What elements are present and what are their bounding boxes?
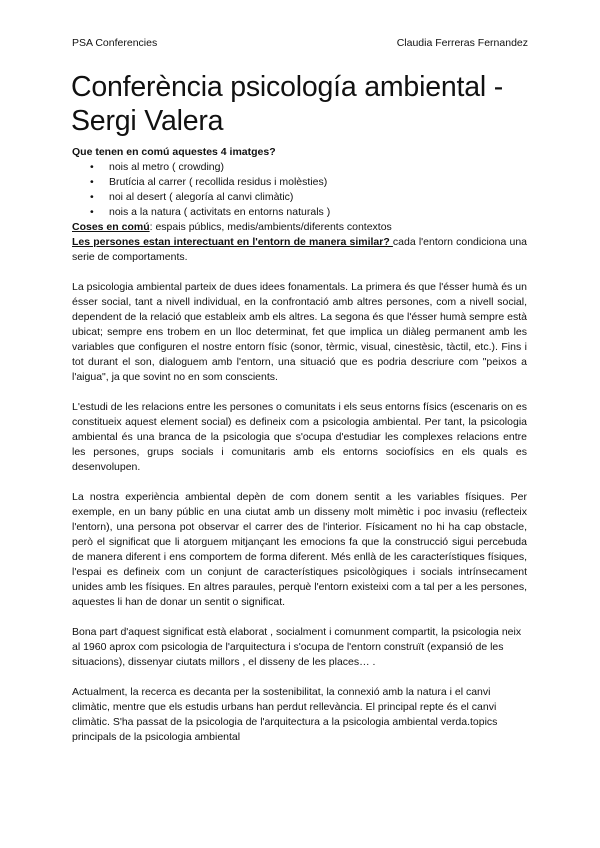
- list-item: • Brutícia al carrer ( recollida residus i molèsties): [90, 175, 527, 190]
- paragraph: L'estudi de les relacions entre les persones o comunitats i els seus entorns físics (escenaris on es constitueix aquest element social) es defineix com a psicologia ambiental. Per tant, la psicologia ambiental és una branca de la psicologia que s'ocupa d'estudiar les complexes relacions entre les persones, grups socials i comunitaris amb els entorns sociofísics en els quals es desenvolupen.: [72, 401, 527, 473]
- document-title: Conferència psicología ambiental - Sergi Valera: [71, 71, 504, 137]
- header-author: Claudia Ferreras Fernandez: [396, 37, 528, 49]
- interaction-label: Les persones estan interectuant en l'entorn de manera similar?: [72, 236, 393, 248]
- list-item: • nois al metro ( crowding): [90, 160, 527, 175]
- paragraph: La nostra experiència ambiental depèn de com donem sentit a les variables físiques. Per exemple, en un bany públic en una ciutat amb un disseny molt mimètic i poc invasiu (reflecteix l'entorn), una persona pot observar el carrer des de l'interior. Físicament no hi ha cap obstacle, però el significat que li atorguem mitjançant les emocions fa que la construcció sigui percebuda de manera diferent i ens comportem de forma diferent. Més enllà de les característiques físiques, l'espai es defineix com un conjunt de característiques psicològiques i socials intrínsecament unides amb les físiques. En altres paraules, perquè l'entorn existeixi com a tal per a les persones, aquestes li han de donar un sentit o significat.: [72, 491, 527, 608]
- image-list: [72, 160, 527, 220]
- question-heading: Que tenen en comú aquestes 4 imatges?: [72, 146, 276, 158]
- common-line: [72, 220, 527, 235]
- page-header: [72, 37, 528, 50]
- list-item: • noi al desert ( alegoría al canvi climàtic): [90, 190, 527, 205]
- common-text: : espais públics, medis/ambients/diferents contextos: [149, 221, 392, 233]
- interaction-text: cada l'entorn condiciona una serie de comportaments.: [72, 236, 527, 263]
- document-body: [72, 145, 527, 760]
- interaction-line: [72, 235, 527, 265]
- paragraph: La psicologia ambiental parteix de dues idees fonamentals. La primera és que l'ésser humà és un ésser social, tant a nivell individual, en la confrontació amb altres persones, com a nivell social, dependent de la relació que estableix amb els altres. La segona és que l'ésser humà sempre està ubicat; sempre ens trobem en un lloc determinat, fet que implica un diàleg permanent amb les variables que configuren el nostre entorn físic (sonor, tèrmic, visual, cinestèsic, tàctil, etc.). Fins i tot durant el son, dialoguem amb l'entorn, una situació que es podria descriure com "peixos a l'aigua", ja que sovint no en som conscients.: [72, 281, 527, 383]
- paragraph: Bona part d'aquest significat està elaborat , socialment i comunment compartit, la psicologia neix al 1960 aprox com psicologia de l'arquitectura i s'ocupa de l'entorn construït (expansió de les situacions), dissenyar ciutats millors , el disseny de les places… .: [72, 626, 522, 668]
- list-item: • nois a la natura ( activitats en entorns naturals ): [90, 205, 527, 220]
- common-label: Coses en comú: [72, 221, 150, 233]
- paragraph: Actualment, la recerca es decanta per la sostenibilitat, la connexió amb la natura i el canvi climàtic, mentre que els estudis urbans han perdut rellevància. El principal repte és el canvi climàtic. S'ha passat de la psicologia de l'arquitectura a la psicologia ambiental verda.topics principals de la psicologia ambiental: [72, 686, 498, 743]
- header-course: PSA Conferencies: [72, 37, 158, 49]
